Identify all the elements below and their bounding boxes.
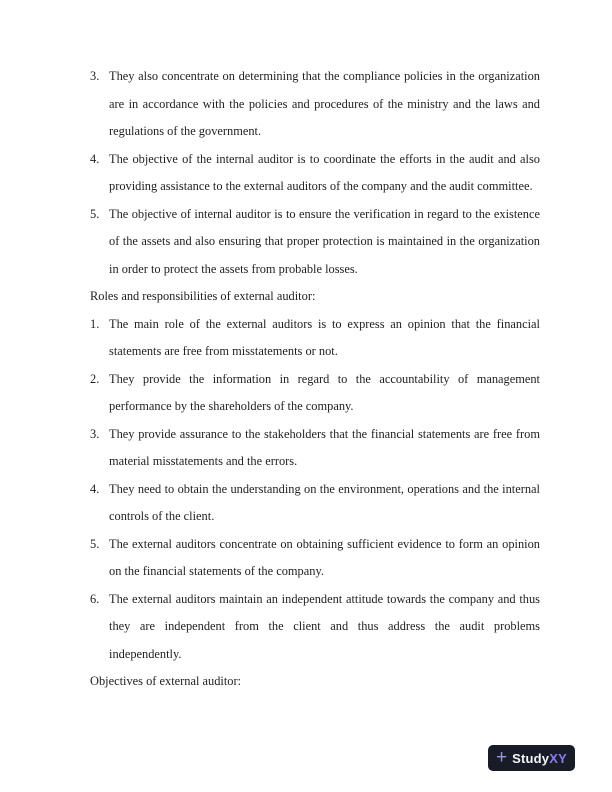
list-item	[90, 476, 540, 531]
plus-icon: +	[496, 746, 508, 768]
brand-xy: XY	[549, 750, 567, 766]
list-item-number: 4.	[90, 151, 100, 166]
list-item-text: They provide the information in regard to the accountability of management performance by the shareholders of the company.	[109, 371, 540, 413]
list-item-number: 4.	[90, 481, 100, 496]
list-item-text: They provide assurance to the stakeholders that the financial statements are free from material misstatements and the errors.	[109, 426, 540, 468]
list-item	[90, 366, 540, 421]
list-item-number: 1.	[90, 316, 100, 331]
list-item	[90, 146, 540, 201]
list-item-number: 3.	[90, 426, 100, 441]
list-item-text: They need to obtain the understanding on the environment, operations and the internal controls of the client.	[109, 481, 540, 523]
list-item	[90, 201, 540, 284]
list-item	[90, 531, 540, 586]
studyxy-watermark-badge	[488, 745, 575, 771]
section-heading-objectives-external-auditor: Objectives of external auditor:	[90, 674, 242, 688]
list-item	[90, 586, 540, 669]
list-item-number: 2.	[90, 371, 100, 386]
studyxy-brand-text	[512, 752, 567, 765]
brand-study: Study	[512, 750, 550, 766]
list-item	[90, 63, 540, 146]
list-item-number: 5.	[90, 536, 100, 551]
section-heading-roles-external-auditor: Roles and responsibilities of external auditor:	[90, 289, 316, 303]
list-item-text: The external auditors concentrate on obtaining sufficient evidence to form an opinion on the financial statements of the company.	[109, 536, 540, 578]
list-item-number: 6.	[90, 591, 100, 606]
list-item-text: The objective of internal auditor is to ensure the verification in regard to the existence of the assets and also ensuring that proper protection is maintained in the organization in order to protect the assets from probable losses.	[109, 206, 540, 276]
list-item-text: The objective of the internal auditor is to coordinate the efforts in the audit and also providing assistance to the external auditors of the company and the audit committee.	[109, 151, 540, 193]
list-item-number: 3.	[90, 69, 100, 83]
list-item-text: They also concentrate on determining that the compliance policies in the organization are in accordance with the policies and procedures of the ministry and the laws and regulations of the government.	[109, 69, 540, 138]
list-item	[90, 421, 540, 476]
document-content	[90, 63, 540, 696]
list-item	[90, 311, 540, 366]
list-item-number: 5.	[90, 206, 100, 221]
list-item-text: The external auditors maintain an independent attitude towards the company and thus they are independent from the client and thus address the audit problems independently.	[109, 591, 540, 661]
list-item-text: The main role of the external auditors is to express an opinion that the financial statements are free from misstatements or not.	[109, 316, 540, 358]
